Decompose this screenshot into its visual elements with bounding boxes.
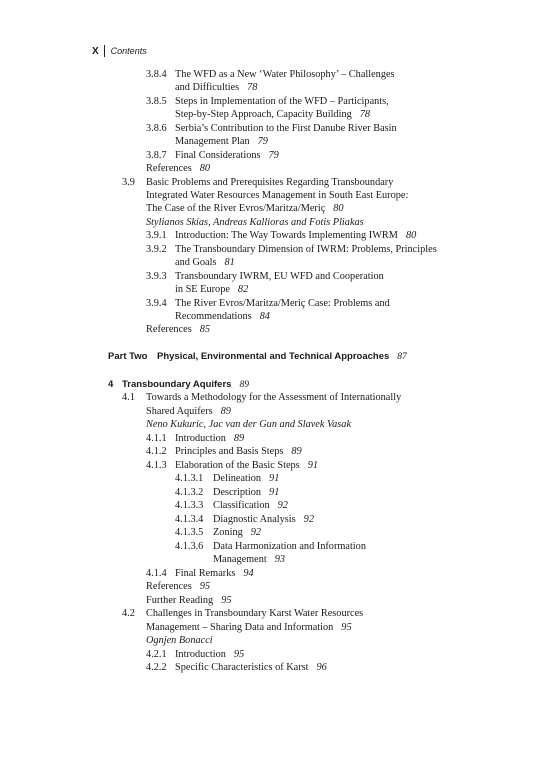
- toc-entry-page: 95: [199, 581, 211, 592]
- toc-entry-title: Final Remarks: [175, 568, 236, 579]
- toc-entry: [146, 648, 244, 662]
- toc-entry-number: 3.9.4: [146, 298, 167, 309]
- toc-entry: [146, 243, 437, 257]
- toc-entry-page: 84: [259, 311, 270, 322]
- toc-entry-number: 4.1.3: [146, 460, 167, 471]
- toc-entry-page: 93: [274, 554, 286, 565]
- toc-entry: [146, 216, 364, 230]
- toc-entry-number: 4.1.4: [146, 568, 167, 579]
- toc-entry: [175, 472, 279, 486]
- toc-entry-page: 95: [221, 595, 232, 606]
- toc-entry-number: 3.9: [122, 177, 135, 188]
- toc-entry: [175, 540, 366, 554]
- toc-entry-page: 80: [199, 163, 211, 174]
- toc-entry-number: 4.1.2: [146, 446, 167, 457]
- toc-entry-page: 91: [269, 473, 280, 484]
- toc-entry: [175, 283, 248, 297]
- toc-entry-title: Basic Problems and Prerequisites Regarding Transboundary: [146, 177, 394, 188]
- toc-entry-number: 4.1.3.5: [175, 527, 204, 538]
- toc-entry-title: Introduction: The Way Towards Implementing IWRM: [175, 230, 398, 241]
- toc-entry-title: Steps in Implementation of the WFD – Participants,: [175, 96, 389, 107]
- toc-entry-page: 94: [243, 568, 254, 579]
- toc-entry: [146, 162, 210, 176]
- toc-entry-title: and Difficulties: [175, 82, 240, 93]
- toc-entry-number: 4.1.3.1: [175, 473, 204, 484]
- toc-entry-page: 89: [220, 406, 231, 417]
- toc-entry-number: 3.8.7: [146, 150, 167, 161]
- toc-entry-title: in SE Europe: [175, 284, 230, 295]
- toc-entry: [146, 661, 327, 675]
- toc-entry-number: 4.1: [122, 392, 135, 403]
- toc-entry-number: 4.1.3.2: [175, 487, 204, 498]
- toc-entry-number: 3.9.1: [146, 230, 167, 241]
- toc-entry-page: 89: [239, 380, 249, 390]
- toc-entry-page: 92: [303, 514, 314, 525]
- toc-entry-page: 92: [250, 527, 262, 538]
- toc-entry: [175, 499, 288, 513]
- toc-entry: [146, 202, 344, 216]
- toc-entry-title: The Case of the River Evros/Maritza/Meriç: [146, 203, 326, 214]
- toc-entry: [146, 459, 318, 473]
- toc-entry-title: Ognjen Bonacci: [146, 635, 213, 646]
- toc-entry-title: Serbia’s Contribution to the First Danube River Basin: [175, 123, 397, 134]
- toc-entry-page: 79: [257, 136, 268, 147]
- toc-entry-title: Principles and Basis Steps: [175, 446, 284, 457]
- toc-entry: [122, 176, 393, 190]
- toc-entry-page: 80: [333, 203, 344, 214]
- toc-entry-page: 91: [307, 460, 318, 471]
- toc-entry-page: 89: [233, 433, 245, 444]
- toc-entry-title: Recommendations: [175, 311, 252, 322]
- toc-entry-title: Challenges in Transboundary Karst Water Resources: [146, 608, 364, 619]
- toc-entry: [175, 108, 370, 122]
- toc-entry-number: 4.1.1: [146, 433, 167, 444]
- toc-entry-title: Integrated Water Resources Management in South East Europe:: [146, 190, 409, 201]
- toc-entry-title: Management: [213, 554, 267, 565]
- toc-entry-page: 80: [405, 230, 417, 241]
- toc-entry-title: The Transboundary Dimension of IWRM: Problems, Principles: [175, 244, 437, 255]
- toc-entry-title: The River Evros/Maritza/Meriç Case: Problems and: [175, 298, 390, 309]
- toc-entry-page: 87: [397, 352, 407, 362]
- toc-entry-title: Diagnostic Analysis: [213, 514, 296, 525]
- toc-entry-number: 4.2.1: [146, 649, 167, 660]
- toc-entry: [122, 607, 363, 621]
- toc-entry-page: 82: [237, 284, 249, 295]
- toc-entry-title: Elaboration of the Basic Steps: [175, 460, 300, 471]
- toc-entry-number: 4.2: [122, 608, 135, 619]
- toc-entry-page: 95: [341, 622, 352, 633]
- toc-entry-title: Specific Characteristics of Karst: [175, 662, 309, 673]
- toc-entry-page: 79: [268, 150, 279, 161]
- toc-entry: [146, 95, 389, 109]
- toc-entry: [146, 149, 279, 163]
- toc-entry-number: 3.8.4: [146, 69, 167, 80]
- toc-entry: [146, 122, 397, 136]
- toc-entry-title: The WFD as a New ‘Water Philosophy’ – Challenges: [175, 69, 395, 80]
- header-title: Contents: [110, 46, 147, 56]
- toc-entry-number: 3.8.6: [146, 123, 167, 134]
- toc-entry-title: Management Plan: [175, 136, 250, 147]
- toc-entry-page: 91: [269, 487, 280, 498]
- toc-entry-title: Description: [213, 487, 262, 498]
- toc-entry: [108, 350, 407, 365]
- toc-entry-title: References: [146, 163, 192, 174]
- toc-entry: [146, 68, 395, 82]
- toc-entry: [146, 432, 244, 446]
- toc-entry-title: Shared Aquifers: [146, 406, 213, 417]
- toc-entry-title: Stylianos Skias, Andreas Kallioras and Fotis Pliakas: [146, 217, 364, 228]
- toc-entry-title: Transboundary Aquifers: [122, 379, 232, 390]
- toc-entry: [146, 297, 390, 311]
- toc-entry: [146, 270, 384, 284]
- toc-entry: [213, 553, 285, 567]
- toc-entry-page: 78: [359, 109, 371, 120]
- toc-entry-title: Zoning: [213, 527, 243, 538]
- running-header: [92, 44, 147, 58]
- toc-entry-title: Management – Sharing Data and Information: [146, 622, 334, 633]
- toc-entry: [146, 567, 254, 581]
- toc-entry-title: Neno Kukuric, Jac van der Gun and Slavek Vasak: [146, 419, 352, 430]
- toc-entry: [175, 81, 257, 95]
- toc-entry-page: 92: [277, 500, 288, 511]
- toc-entry: [175, 486, 279, 500]
- toc-entry: [146, 445, 302, 459]
- toc-entry: [146, 323, 210, 337]
- toc-entry-title: Physical, Environmental and Technical Approaches: [157, 351, 390, 362]
- toc-entry-title: References: [146, 324, 192, 335]
- toc-entry-title: Final Considerations: [175, 150, 261, 161]
- toc-entry-page: 96: [316, 662, 327, 673]
- toc-entry-title: Step-by-Step Approach, Capacity Building: [175, 109, 352, 120]
- toc-entry: [146, 634, 213, 648]
- toc-entry-title: and Goals: [175, 257, 217, 268]
- toc-entry-number: 3.9.3: [146, 271, 167, 282]
- toc-entry-number: 3.9.2: [146, 244, 167, 255]
- toc-entry: [122, 391, 401, 405]
- toc-entry: [175, 526, 261, 540]
- toc-entry-title: Delineation: [213, 473, 262, 484]
- toc-entry: [146, 189, 408, 203]
- toc-entry: [175, 135, 268, 149]
- toc-entry-title: Further Reading: [146, 595, 214, 606]
- header-rule: [104, 45, 105, 57]
- toc-entry-title: References: [146, 581, 192, 592]
- toc-entry: [146, 580, 210, 594]
- toc-entry: [146, 405, 231, 419]
- toc-entry: [175, 513, 314, 527]
- toc-entry-title: Classification: [213, 500, 270, 511]
- toc-entry-number: 3.8.5: [146, 96, 167, 107]
- toc-entry: [175, 310, 270, 324]
- toc-entry: [146, 418, 351, 432]
- toc-entry-number: 4.2.2: [146, 662, 167, 673]
- toc-entry-number: 4.1.3.3: [175, 500, 204, 511]
- toc-entry: [175, 256, 235, 270]
- toc-entry-title: Towards a Methodology for the Assessment of Internationally: [146, 392, 402, 403]
- toc-entry-title: Introduction: [175, 649, 226, 660]
- toc-entry: [146, 621, 352, 635]
- toc-entry-number: 4.1.3.6: [175, 541, 204, 552]
- page-number: X: [92, 45, 99, 57]
- toc-entry-page: 78: [247, 82, 258, 93]
- toc-entry: [146, 229, 416, 243]
- toc-entry-number: 4: [108, 379, 114, 390]
- toc-entry-page: 89: [291, 446, 302, 457]
- toc-entry-title: Data Harmonization and Information: [213, 541, 366, 552]
- toc-entry-page: 85: [199, 324, 211, 335]
- toc-entry: [146, 594, 232, 608]
- toc-entry-title: Transboundary IWRM, EU WFD and Cooperation: [175, 271, 384, 282]
- toc-entry-number: 4.1.3.4: [175, 514, 204, 525]
- toc-entry-page: 95: [233, 649, 245, 660]
- toc-entry-number: Part Two: [108, 351, 148, 362]
- toc-entry-page: 81: [224, 257, 235, 268]
- toc-entry-title: Introduction: [175, 433, 226, 444]
